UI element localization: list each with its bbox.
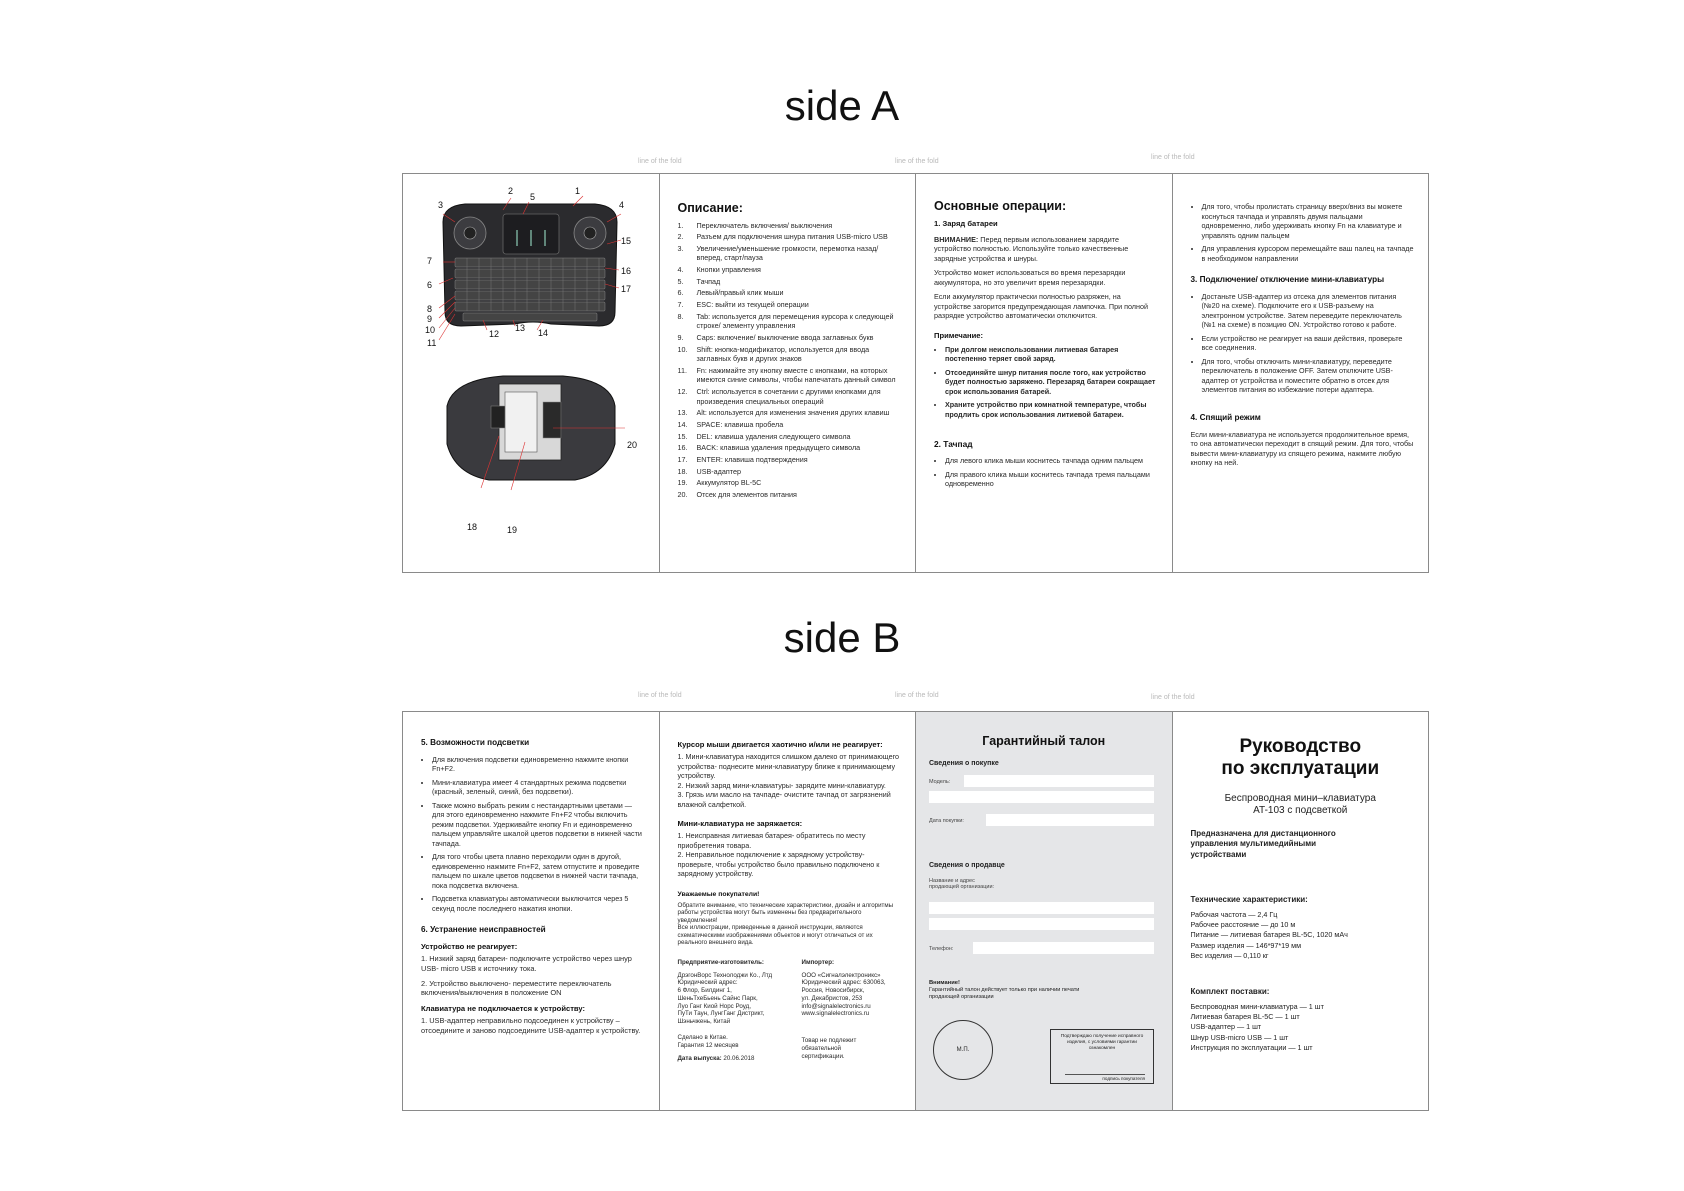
phone-field[interactable] — [973, 942, 1154, 954]
description-item — [678, 288, 902, 298]
fold-mark: line of the fold — [1151, 694, 1195, 701]
manufacturer-label: Предприятие-изготовитель: — [677, 958, 764, 966]
stamp-circle — [933, 1020, 993, 1080]
description-item — [678, 277, 902, 287]
callout-label: 2 — [508, 186, 514, 196]
kit-item: Литиевая батарея BL-5C — 1 шт — [1190, 1012, 1300, 1022]
description-item — [678, 345, 902, 364]
model-field[interactable] — [964, 775, 1154, 787]
spec-item: Вес изделия — 0,110 кг — [1190, 951, 1269, 961]
callout-label: 10 — [425, 325, 436, 335]
callout-label: 20 — [627, 440, 638, 450]
signature-box — [1050, 1029, 1154, 1084]
not-connecting-answer: 1. USB-адаптер неправильно подсоединен к устройству – отсоедините и заново подсоедините USB-адаптер к устройству. — [421, 1016, 641, 1036]
side-a-sheet — [402, 173, 1429, 573]
callout-label: 18 — [467, 522, 478, 532]
list-item: • Для того чтобы цвета плавно переходили один в другой, единовременно нажмите Fn+F2, затем отпустите и проведите пальцем по шкале цветов подсветки в нижней части тачпада, пока подсветка включена. — [432, 852, 645, 890]
certification-text: Товар не подлежит обязательной сертификации. — [801, 1037, 857, 1060]
no-response-answer-1: 1. Низкий заряд батареи- подключите устройство через шнур USB- micro USB к источнику тока. — [421, 954, 632, 973]
spec-item: Рабочее расстояние — до 10 м — [1190, 920, 1296, 930]
specs-heading: Технические характеристики: — [1190, 895, 1308, 904]
touchpad-subheading: 2. Тачпад — [934, 439, 973, 450]
made-in-text: Сделано в Китае. Гарантия 12 месяцев — [677, 1033, 739, 1049]
description-item — [678, 312, 902, 331]
description-item-text: Тачпад — [696, 276, 721, 286]
description-item-text: Переключатель включения/ выключения — [696, 220, 833, 230]
backlight-subheading: 5. Возможности подсветки — [421, 738, 530, 747]
touchpad-list — [934, 456, 1158, 489]
description-heading: Описание: — [677, 201, 743, 215]
callout-label: 3 — [438, 200, 444, 210]
description-item-number: 8. — [677, 311, 684, 321]
description-item — [678, 408, 902, 418]
specs-block — [1191, 894, 1419, 962]
connection-list — [1191, 292, 1415, 395]
description-item-text: SPACE: клавиша пробела — [696, 419, 784, 429]
confirm-text: Подтверждаю получение исправного изделия, с условиями гарантии ознакомлен — [1060, 1034, 1144, 1051]
seller-label: Название и адрес продающей организации: — [929, 878, 995, 890]
sleep-subheading: 4. Спящий режим — [1190, 412, 1261, 422]
side-a-panel-illustration — [403, 174, 660, 572]
kit-item: Шнур USB-micro USB — 1 шт — [1190, 1032, 1289, 1042]
manual-title — [1173, 736, 1429, 781]
note-list — [934, 345, 1158, 420]
description-item-number: 15. — [677, 431, 688, 441]
description-item — [678, 333, 902, 343]
product-subtitle-line-1: Беспроводная мини–клавиатура — [1224, 793, 1376, 804]
description-item-text: Shift: кнопка-модификатор, используется для ввода заглавных букв и других знаков — [696, 344, 870, 364]
description-item — [678, 366, 902, 385]
dear-customers-text: Обратите внимание, что технические характеристики, дизайн и алгоритмы работы устройства могут быть изменены без предварительного уведомления! Все иллюстрации, приведенные в данной инструкции, являются схематическими изображениями объектов и могут отличаться от их реального внешнего вида. — [677, 901, 894, 947]
description-item-number: 17. — [677, 455, 688, 464]
spec-item: Рабочая частота — 2,4 Гц — [1190, 909, 1278, 919]
description-item — [678, 478, 902, 488]
kit-block — [1191, 986, 1419, 1054]
description-item-text: Увеличение/уменьшение громкости, перемотка назад/вперед, старт/пауза — [696, 243, 879, 263]
description-item — [678, 265, 902, 275]
list-item: • Также можно выбрать режим с нестандартными цветами — для этого единовременно нажмите Fn+F2 чтобы включить режим подсветки. Удерживайте кнопку Fn и единовременно пальцем управляйте шкалой цветов подсветки в нижней части тачпада. — [432, 801, 645, 849]
description-item — [678, 432, 902, 442]
side-b-sheet — [402, 711, 1429, 1111]
attention-paragraph: ВНИМАНИЕ: Перед первым использованием зарядите устройство полностью. Используйте только качественные зарядные устройства и шнуры. — [934, 234, 1129, 263]
spec-item: Питание — литиевая батарея BL-5C, 1020 мАч — [1190, 930, 1348, 940]
callout-label: 17 — [621, 284, 632, 294]
kit-item: Инструкция по эксплуатации — 1 шт — [1190, 1043, 1313, 1053]
importer-label: Импортер: — [801, 958, 835, 966]
description-item-text: USB-адаптер — [696, 466, 741, 476]
list-item: • Храните устройство при комнатной температуре, чтобы продлить срок использования литиевой батареи. — [945, 400, 1158, 419]
cursor-answer: 1. Мини-клавиатура находится слишком далеко от принимающего устройства- поднесите мини-клавиатуру ближе к принимающему устройству. 2. Низкий заряд мини-клавиатуры- зарядите мини-клавиатуру. 3. Грязь или масло на тачпаде- очистите тачпад от загрязнений влажной салфеткой. — [677, 752, 900, 809]
list-item: • Для правого клика мыши коснитесь тачпада тремя пальцами одновременно — [945, 470, 1158, 489]
callout-label: 11 — [427, 338, 437, 348]
fold-mark: line of the fold — [1151, 154, 1195, 161]
list-item: • Для включения подсветки единовременно нажмите кнопки Fn+F2. — [432, 755, 645, 774]
description-item-text: Fn: нажимайте эту кнопку вместе с кнопками, на которых имеются синие символы, чтобы напечатать данный символ — [696, 365, 896, 385]
list-item: • Отсоединяйте шнур питания после того, как устройство будет полностью заряжено. Перезаряд батареи сокращает срок использования батарей. — [945, 368, 1158, 397]
description-item-number: 6. — [677, 288, 684, 298]
description-item-text: ENTER: клавиша подтверждения — [696, 455, 808, 464]
side-b-panel-cover — [1173, 712, 1429, 1110]
description-item-text: Аккумулятор BL-5C — [696, 478, 762, 488]
description-item-number: 13. — [677, 408, 688, 418]
fold-mark: line of the fold — [638, 158, 682, 165]
description-item-text: Отсек для элементов питания — [696, 490, 797, 500]
charge-paragraph: Устройство может использоваться во время перезарядки аккумулятора, но это увеличит время перезарядки. — [934, 268, 1126, 287]
no-response-question: Устройство не реагирует: — [421, 942, 518, 952]
phone-label: Телефон: — [929, 946, 954, 952]
signature-label: подпись покупателя — [1102, 1076, 1145, 1081]
kit-item: Беспроводная мини-клавиатура — 1 шт — [1190, 1001, 1324, 1011]
description-item-number: 5. — [677, 276, 684, 286]
description-item-number: 18. — [677, 466, 688, 476]
product-subtitle-line-2: AT-103 с подсветкой — [1253, 805, 1348, 816]
description-item-text: Ctrl: используется в сочетании с другими кнопками для произведения специальных операций — [696, 387, 881, 406]
description-item-number: 16. — [677, 443, 688, 453]
warranty-attention-label: Внимание! — [929, 980, 960, 986]
callout-label: 9 — [427, 314, 433, 324]
description-item-number: 20. — [677, 490, 688, 500]
list-item: • Если устройство не реагирует на ваши действия, проверьте все соединения. — [1202, 334, 1415, 353]
description-item-number: 12. — [677, 387, 688, 397]
fold-mark: line of the fold — [895, 692, 939, 699]
side-a-title: side A — [784, 82, 900, 129]
seller-heading: Сведения о продавце — [929, 862, 1005, 869]
list-item: • Для управления курсором перемещайте ваш палец на тачпаде в необходимом направлении — [1202, 244, 1415, 263]
no-response-answer-2: 2. Устройство выключено- переместите переключатель включения/выключения в положение ON — [421, 978, 612, 998]
list-item: • При долгом неиспользовании литиевая батарея постепенно теряет свой заряд. — [945, 345, 1158, 364]
description-item — [678, 244, 902, 263]
description-item-text: Разъем для подключения шнура питания USB-micro USB — [696, 232, 888, 242]
product-subtitle — [1173, 793, 1429, 817]
callout-label: 4 — [619, 200, 625, 210]
dear-customers-heading: Уважаемые покупатели! — [677, 890, 760, 898]
manufacturer-address: ДрэгонВорс Технолоджи Ко., Лтд Юридический адрес: 6 Флор, Билдинг 1, ШеньТхеБьень Сайнс Парк, Луо Ганг Киой Норс Роуд, ПуТи Таун, ЛунгГанг Дистрикт, Шэньчжень, Китай — [677, 971, 773, 1026]
backlight-list — [421, 755, 645, 914]
callout-label: 14 — [538, 328, 549, 338]
description-item-number: 10. — [677, 344, 688, 354]
release-date: Дата выпуска: 20.06.2018 — [677, 1055, 755, 1063]
side-b-title: side B — [783, 614, 901, 661]
spec-item: Размер изделия — 146*97*19 мм — [1190, 940, 1302, 950]
importer-block — [802, 959, 902, 1063]
description-item — [678, 221, 902, 231]
fold-mark: line of the fold — [895, 158, 939, 165]
not-connecting-question: Клавиатура не подключается к устройству: — [421, 1004, 586, 1014]
manufacturer-block — [678, 959, 802, 1063]
manual-title-line-2: по эксплуатации — [1221, 758, 1380, 780]
description-item-number: 4. — [677, 265, 684, 275]
keyboard-illustration — [403, 174, 659, 572]
not-charging-question: Мини-клавиатура не заряжается: — [677, 819, 803, 829]
signature-line — [1065, 1074, 1145, 1075]
description-item-number: 9. — [677, 333, 684, 342]
kit-item: USB-адаптер — 1 шт — [1190, 1022, 1262, 1032]
list-item: • Достаньте USB-адаптер из отсека для элементов питания (№20 на схеме). Подключите его к USB-разъему на электронном устройстве. Затем переведите переключатель (№1 на схеме) в позицию ON. Устройство готово к работе. — [1202, 292, 1415, 330]
description-item — [678, 232, 902, 242]
seller-field-2[interactable] — [929, 918, 1154, 930]
side-b-panel-warranty — [916, 712, 1173, 1110]
description-item-number: 1. — [677, 220, 684, 230]
callout-label: 5 — [530, 192, 536, 202]
connection-subheading: 3. Подключение/ отключение мини-клавиатуры — [1190, 275, 1385, 284]
importer-address: ООО «Сигналэлектроникс» Юридический адрес: 630063, Россия, Новосибирск, ул. Декабристов, 253 info@signalelectronics.ru www.signalelectronics.ru — [801, 971, 886, 1018]
side-b-panel-info — [660, 712, 917, 1110]
description-item-text: Кнопки управления — [696, 265, 761, 275]
side-b-panel-backlight — [403, 712, 660, 1110]
callout-label: 13 — [515, 323, 526, 333]
stamp-label: М.П. — [956, 1047, 970, 1053]
list-item: • Для того, чтобы пролистать страницу вверх/вниз вы можете коснуться тачпада и управлять двумя пальцами одновременно, либо удерживать кнопку Fn на клавиатуре и управлять одним пальцем — [1202, 202, 1415, 240]
description-item — [678, 300, 902, 310]
list-item: • Мини-клавиатура имеет 4 стандартных режима подсветки (красный, зеленый, синий, без подсветки). — [432, 778, 645, 797]
cursor-question: Курсор мыши двигается хаотично и/или не реагирует: — [677, 740, 883, 749]
kit-heading: Комплект поставки: — [1190, 987, 1270, 996]
not-charging-answer: 1. Неисправная литиевая батарея- обратитесь по месту приобретения товара. 2. Неправильное подключение к зарядному устройству- проверьте, чтобы устройство было правильно подключено к зарядному устройству. — [677, 831, 880, 879]
callout-label: 6 — [427, 280, 433, 290]
description-item-text: Alt: используется для изменения значения других клавиш — [696, 408, 890, 418]
touchpad-continued-list — [1191, 202, 1415, 263]
model-field-2[interactable] — [929, 791, 1154, 803]
description-item-text: ESC: выйти из текущей операции — [696, 300, 809, 310]
model-label: Модель: — [929, 779, 951, 785]
description-item — [678, 420, 902, 430]
description-item-number: 2. — [677, 232, 684, 242]
manual-title-line-1: Руководство — [1239, 736, 1362, 757]
discharge-paragraph: Если аккумулятор практически полностью разряжен, на устройстве загорится предупреждающая лампочка. При полной разрядке устройство автоматически отключится. — [934, 292, 1148, 321]
callout-label: 15 — [621, 236, 632, 246]
callout-label: 12 — [489, 329, 500, 339]
operations-heading: Основные операции: — [934, 199, 1067, 213]
description-item-text: Левый/правый клик мыши — [696, 288, 784, 298]
note-heading: Примечание: — [934, 330, 984, 340]
description-item — [678, 490, 902, 500]
warranty-title: Гарантийный талон — [982, 734, 1106, 748]
callout-label: 8 — [427, 304, 433, 314]
side-a-panel-operations — [916, 174, 1173, 572]
description-item — [678, 443, 902, 453]
sleep-paragraph: Если мини-клавиатура не используется продолжительное время, то она автоматически переходит в спящий режим. Для того, чтобы вывести мини-клавиатуру из спящего режима, нажмите любую кнопку на ней. — [1190, 429, 1414, 468]
callout-label: 16 — [621, 266, 632, 276]
description-item-text: BACK: клавиша удаления предыдущего символа — [696, 443, 861, 453]
callout-label: 1 — [575, 186, 581, 196]
description-item-text: Tab: используется для перемещения курсора к следующей строке/ элементу управления — [696, 311, 894, 331]
troubleshooting-subheading: 6. Устранение неисправностей — [421, 925, 546, 935]
callout-label: 7 — [427, 256, 433, 266]
side-a-panel-description — [660, 174, 917, 572]
description-item — [678, 387, 902, 406]
description-item-number: 7. — [677, 300, 684, 310]
callout-label: 19 — [507, 525, 518, 535]
fold-mark: line of the fold — [638, 692, 682, 699]
battery-charge-subheading: 1. Заряд батареи — [934, 218, 998, 228]
description-list — [678, 221, 902, 500]
description-item-number: 14. — [677, 419, 688, 429]
purchase-heading: Сведения о покупке — [929, 760, 999, 767]
product-purpose: Предназначена для дистанционного управления мультимедийными устройствами — [1190, 829, 1336, 859]
description-item — [678, 467, 902, 477]
description-item-number: 11. — [677, 365, 687, 375]
list-item: • Для того, чтобы отключить мини-клавиатуру, переведите переключатель в положение OFF. Затем отключите USB-адаптер от устройства и поместите обратно в отсек для элементов питания во избежание потери адаптера. — [1202, 357, 1415, 395]
company-info — [678, 959, 902, 1063]
warranty-attention-text: Гарантийный талон действует только при наличии печати продающей организации — [929, 987, 1080, 1000]
seller-field[interactable] — [929, 902, 1154, 914]
purchase-date-field[interactable] — [986, 814, 1154, 826]
description-item-number: 19. — [677, 478, 688, 488]
description-item — [678, 455, 902, 465]
side-a-panel-connection — [1173, 174, 1429, 572]
purchase-date-label: Дата покупки: — [929, 818, 964, 824]
description-item-text: Caps: включение/ выключение ввода заглавных букв — [696, 333, 874, 342]
list-item: • Для левого клика мыши коснитесь тачпада одним пальцем — [945, 456, 1158, 466]
description-item-text: DEL: клавиша удаления следующего символа — [696, 431, 851, 441]
list-item: • Подсветка клавиатуры автоматически выключится через 5 секунд после последнего нажатия кнопки. — [432, 894, 645, 913]
description-item-number: 3. — [677, 243, 684, 253]
